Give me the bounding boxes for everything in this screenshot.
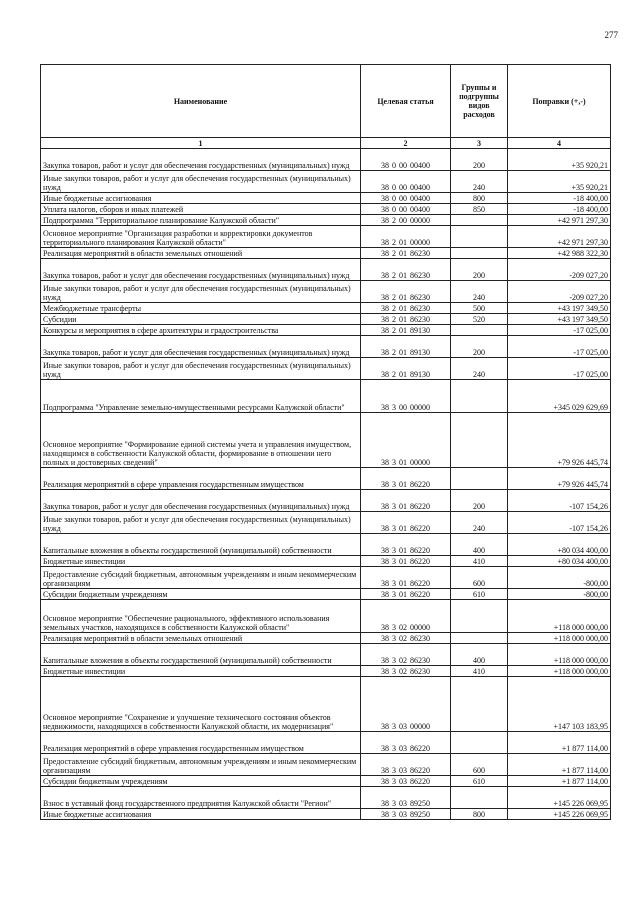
- row-expense-group: 200: [451, 490, 508, 512]
- row-target-code: 38 2 01 89130: [361, 358, 451, 380]
- row-expense-group: [451, 468, 508, 490]
- row-target-code: 38 2 00 00000: [361, 215, 451, 226]
- row-name: Субсидии бюджетным учреждениям: [41, 776, 361, 787]
- row-amount: +145 226 069,95: [508, 809, 611, 820]
- table-row: [41, 325, 611, 336]
- row-expense-group: 600: [451, 567, 508, 589]
- row-name: Иные закупки товаров, работ и услуг для обеспечения государственных (муниципальных) нужд: [41, 358, 361, 380]
- table-row: [41, 303, 611, 314]
- row-expense-group: 800: [451, 809, 508, 820]
- row-expense-group: 610: [451, 589, 508, 600]
- table-row: [41, 380, 611, 413]
- row-expense-group: [451, 226, 508, 248]
- row-target-code: 38 3 01 86220: [361, 512, 451, 534]
- row-amount: +42 971 297,30: [508, 215, 611, 226]
- table-row: [41, 468, 611, 490]
- row-amount: +1 877 114,00: [508, 732, 611, 754]
- row-amount: +79 926 445,74: [508, 468, 611, 490]
- row-expense-group: 600: [451, 754, 508, 776]
- table-row: [41, 149, 611, 171]
- row-amount: +118 000 000,00: [508, 633, 611, 644]
- row-amount: -18 400,00: [508, 204, 611, 215]
- row-expense-group: 200: [451, 336, 508, 358]
- row-name: Реализация мероприятий в сфере управления государственным имуществом: [41, 732, 361, 754]
- row-name: Основное мероприятие "Сохранение и улучшение технического состояния объектов недвижимости, находящихся в собственности Калужской области, их модернизация": [41, 677, 361, 732]
- row-name: Иные закупки товаров, работ и услуг для обеспечения государственных (муниципальных) нужд: [41, 512, 361, 534]
- row-expense-group: [451, 677, 508, 732]
- row-target-code: 38 2 01 86230: [361, 303, 451, 314]
- row-name: Бюджетные инвестиции: [41, 556, 361, 567]
- row-expense-group: [451, 380, 508, 413]
- row-name: Закупка товаров, работ и услуг для обеспечения государственных (муниципальных) нужд: [41, 490, 361, 512]
- row-amount: +42 988 322,30: [508, 248, 611, 259]
- row-expense-group: 200: [451, 259, 508, 281]
- row-name: Иные закупки товаров, работ и услуг для обеспечения государственных (муниципальных) нужд: [41, 171, 361, 193]
- row-amount: +35 920,21: [508, 149, 611, 171]
- row-amount: +43 197 349,50: [508, 303, 611, 314]
- row-name: Капитальные вложения в объекты государственной (муниципальной) собственности: [41, 534, 361, 556]
- column-number: 4: [508, 138, 611, 149]
- row-expense-group: [451, 325, 508, 336]
- header-amendments: Поправки (+,-): [508, 65, 611, 138]
- row-amount: +80 034 400,00: [508, 556, 611, 567]
- row-amount: -107 154,26: [508, 512, 611, 534]
- row-expense-group: [451, 215, 508, 226]
- row-name: Субсидии: [41, 314, 361, 325]
- table-row: [41, 633, 611, 644]
- table-row: [41, 314, 611, 325]
- table-row: [41, 215, 611, 226]
- table-row: [41, 259, 611, 281]
- header-target: Целевая статья: [361, 65, 451, 138]
- table-row: [41, 226, 611, 248]
- table-row: [41, 413, 611, 468]
- row-target-code: 38 3 02 00000: [361, 600, 451, 633]
- row-target-code: 38 2 01 86230: [361, 281, 451, 303]
- table-row: [41, 600, 611, 633]
- row-amount: +345 029 629,69: [508, 380, 611, 413]
- column-number-row: [41, 138, 611, 149]
- row-expense-group: 800: [451, 193, 508, 204]
- row-expense-group: [451, 787, 508, 809]
- row-amount: -209 027,20: [508, 281, 611, 303]
- row-expense-group: 200: [451, 149, 508, 171]
- row-name: Предоставление субсидий бюджетным, автономным учреждениям и иным некоммерческим организациям: [41, 567, 361, 589]
- row-expense-group: 240: [451, 512, 508, 534]
- row-target-code: 38 2 01 86230: [361, 248, 451, 259]
- header-name: Наименование: [41, 65, 361, 138]
- row-expense-group: [451, 413, 508, 468]
- row-name: Предоставление субсидий бюджетным, автономным учреждениям и иным некоммерческим организациям: [41, 754, 361, 776]
- row-amount: -17 025,00: [508, 358, 611, 380]
- table-row: [41, 512, 611, 534]
- row-expense-group: 520: [451, 314, 508, 325]
- row-target-code: 38 3 02 86230: [361, 633, 451, 644]
- row-amount: -800,00: [508, 589, 611, 600]
- row-name: Конкурсы и мероприятия в сфере архитектуры и градостроительства: [41, 325, 361, 336]
- row-amount: +43 197 349,50: [508, 314, 611, 325]
- page-number: 277: [604, 30, 618, 40]
- row-target-code: 38 3 01 86220: [361, 567, 451, 589]
- row-expense-group: 410: [451, 556, 508, 567]
- row-expense-group: [451, 600, 508, 633]
- table-row: [41, 787, 611, 809]
- table-row: [41, 666, 611, 677]
- row-amount: +118 000 000,00: [508, 600, 611, 633]
- row-name: Капитальные вложения в объекты государственной (муниципальной) собственности: [41, 644, 361, 666]
- row-amount: +118 000 000,00: [508, 644, 611, 666]
- row-name: Реализация мероприятий в области земельных отношений: [41, 633, 361, 644]
- table-row: [41, 171, 611, 193]
- row-name: Бюджетные инвестиции: [41, 666, 361, 677]
- row-expense-group: 850: [451, 204, 508, 215]
- row-expense-group: 240: [451, 281, 508, 303]
- row-name: Взнос в уставный фонд государственного предприятия Калужской области "Регион": [41, 787, 361, 809]
- row-amount: -17 025,00: [508, 336, 611, 358]
- row-target-code: 38 2 01 00000: [361, 226, 451, 248]
- row-expense-group: 400: [451, 534, 508, 556]
- row-expense-group: [451, 248, 508, 259]
- row-target-code: 38 3 02 86230: [361, 666, 451, 677]
- row-target-code: 38 3 01 86220: [361, 534, 451, 556]
- row-name: Закупка товаров, работ и услуг для обеспечения государственных (муниципальных) нужд: [41, 259, 361, 281]
- row-name: Уплата налогов, сборов и иных платежей: [41, 204, 361, 215]
- row-expense-group: [451, 732, 508, 754]
- row-name: Реализация мероприятий в сфере управления государственным имуществом: [41, 468, 361, 490]
- table-row: [41, 490, 611, 512]
- row-target-code: 38 2 01 86230: [361, 314, 451, 325]
- row-target-code: 38 3 01 86220: [361, 468, 451, 490]
- row-target-code: 38 0 00 00400: [361, 193, 451, 204]
- row-target-code: 38 3 03 00000: [361, 677, 451, 732]
- row-name: Закупка товаров, работ и услуг для обеспечения государственных (муниципальных) нужд: [41, 336, 361, 358]
- table-row: [41, 677, 611, 732]
- table-row: [41, 193, 611, 204]
- row-name: Субсидии бюджетным учреждениям: [41, 589, 361, 600]
- row-target-code: 38 3 01 00000: [361, 413, 451, 468]
- row-name: Подпрограмма "Территориальное планирование Калужской области": [41, 215, 361, 226]
- table-row: [41, 534, 611, 556]
- column-number: 1: [41, 138, 361, 149]
- row-name: Подпрограмма "Управление земельно-имущественными ресурсами Калужской области": [41, 380, 361, 413]
- row-target-code: 38 3 03 86220: [361, 732, 451, 754]
- row-name: Основное мероприятие "Организация разработки и корректировки документов территориального планирования Калужской области": [41, 226, 361, 248]
- table-row: [41, 589, 611, 600]
- row-name: Иные бюджетные ассигнования: [41, 193, 361, 204]
- table-row: [41, 754, 611, 776]
- row-expense-group: [451, 633, 508, 644]
- row-amount: -107 154,26: [508, 490, 611, 512]
- row-expense-group: 400: [451, 644, 508, 666]
- budget-table: [40, 64, 611, 820]
- row-amount: -18 400,00: [508, 193, 611, 204]
- row-expense-group: 410: [451, 666, 508, 677]
- row-target-code: 38 3 02 86230: [361, 644, 451, 666]
- row-target-code: 38 3 03 86220: [361, 754, 451, 776]
- row-target-code: 38 0 00 00400: [361, 149, 451, 171]
- row-name: Закупка товаров, работ и услуг для обеспечения государственных (муниципальных) нужд: [41, 149, 361, 171]
- row-target-code: 38 0 00 00400: [361, 171, 451, 193]
- row-target-code: 38 2 01 89130: [361, 336, 451, 358]
- row-amount: +79 926 445,74: [508, 413, 611, 468]
- row-amount: +118 000 000,00: [508, 666, 611, 677]
- row-target-code: 38 3 03 86220: [361, 776, 451, 787]
- column-number: 2: [361, 138, 451, 149]
- row-name: Межбюджетные трансферты: [41, 303, 361, 314]
- row-target-code: 38 2 01 89130: [361, 325, 451, 336]
- row-target-code: 38 3 00 00000: [361, 380, 451, 413]
- row-amount: -209 027,20: [508, 259, 611, 281]
- row-name: Иные бюджетные ассигнования: [41, 809, 361, 820]
- table-row: [41, 248, 611, 259]
- table-row: [41, 556, 611, 567]
- row-amount: +1 877 114,00: [508, 754, 611, 776]
- table-row: [41, 204, 611, 215]
- table-row: [41, 567, 611, 589]
- row-amount: +1 877 114,00: [508, 776, 611, 787]
- table-row: [41, 776, 611, 787]
- row-name: Иные закупки товаров, работ и услуг для обеспечения государственных (муниципальных) нужд: [41, 281, 361, 303]
- row-expense-group: 610: [451, 776, 508, 787]
- row-amount: +35 920,21: [508, 171, 611, 193]
- row-amount: +147 103 183,95: [508, 677, 611, 732]
- row-name: Реализация мероприятий в области земельных отношений: [41, 248, 361, 259]
- row-amount: -17 025,00: [508, 325, 611, 336]
- row-target-code: 38 3 03 89250: [361, 787, 451, 809]
- column-number: 3: [451, 138, 508, 149]
- row-target-code: 38 3 01 86220: [361, 556, 451, 567]
- row-target-code: 38 0 00 00400: [361, 204, 451, 215]
- row-amount: +145 226 069,95: [508, 787, 611, 809]
- row-target-code: 38 3 03 89250: [361, 809, 451, 820]
- row-amount: -800,00: [508, 567, 611, 589]
- table-row: [41, 336, 611, 358]
- row-target-code: 38 2 01 86230: [361, 259, 451, 281]
- table-row: [41, 732, 611, 754]
- table-row: [41, 644, 611, 666]
- row-target-code: 38 3 01 86220: [361, 490, 451, 512]
- header-row: [41, 65, 611, 138]
- header-group: Группы и подгруппы видов расходов: [451, 65, 508, 138]
- row-amount: +42 971 297,30: [508, 226, 611, 248]
- table-row: [41, 281, 611, 303]
- row-amount: +80 034 400,00: [508, 534, 611, 556]
- row-expense-group: 240: [451, 171, 508, 193]
- row-target-code: 38 3 01 86220: [361, 589, 451, 600]
- row-expense-group: 500: [451, 303, 508, 314]
- row-name: Основное мероприятие "Формирование единой системы учета и управления имуществом, находящимся в собственности Калужской области, формирование в отношении него полных и достоверных сведений": [41, 413, 361, 468]
- table-row: [41, 809, 611, 820]
- row-name: Основное мероприятие "Обеспечение рационального, эффективного использования земельных участков, находящихся в собственности Калужской области": [41, 600, 361, 633]
- row-expense-group: 240: [451, 358, 508, 380]
- table-row: [41, 358, 611, 380]
